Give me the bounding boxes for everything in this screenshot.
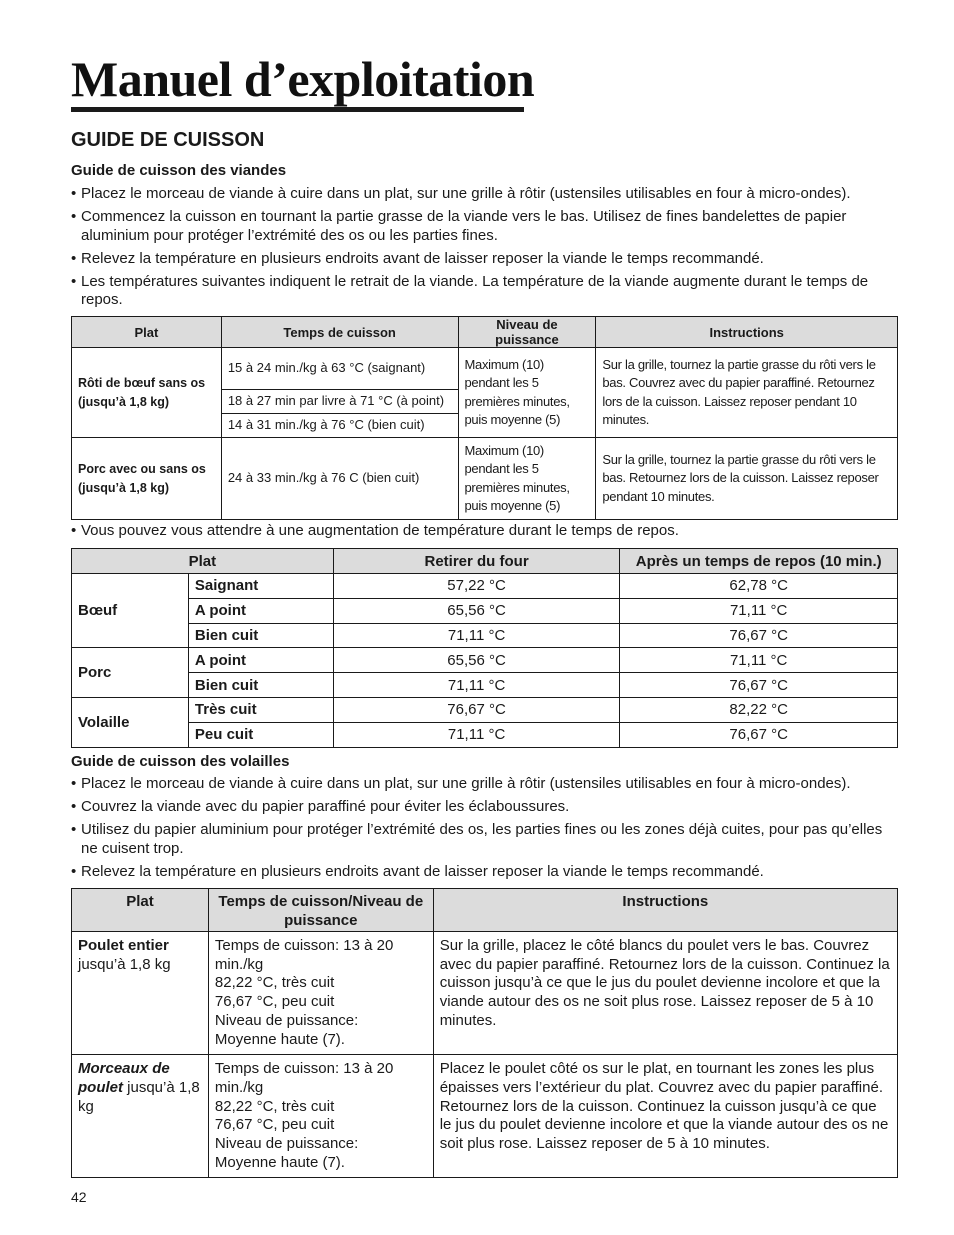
- table-row: [72, 348, 898, 390]
- table-cell: Porc avec ou sans os (jusqu’à 1,8 kg): [72, 438, 222, 520]
- table-row: [72, 438, 898, 520]
- resting-note: [71, 522, 898, 545]
- meat-cooking-table: [71, 316, 898, 520]
- meat-guide-bullets: [71, 185, 898, 314]
- column-header: Temps de cuisson: [221, 317, 458, 348]
- table-cell: Bœuf: [72, 574, 189, 648]
- table-cell: Sur la grille, placez le côté blancs du poulet vers le bas. Couvrez avec du papier paraffiné. Retournez lors de la cuisson. Continuez la cuisson jusqu’à ce que le jus du poulet devienne incolore et que la viande autour des os ne soit plus rose. Laissez reposer de 5 à 10 minutes.: [433, 932, 897, 1055]
- table-cell: Volaille: [72, 697, 189, 747]
- table-cell: Placez le poulet côté os sur le plat, en tournant les zones les plus épaisses vers l’extérieur du plat. Couvrez avec du papier paraffiné. Retournez lors de la cuisson. Continuez la cuisson jusqu’à ce que le jus du poulet devienne incolore et que la viande autour des os ne soit plus rose. Laissez reposer de 5 à 10 minutes.: [433, 1055, 897, 1178]
- table-cell: 76,67 °C: [620, 623, 898, 648]
- column-header: Plat: [72, 889, 209, 932]
- table-cell: 71,11 °C: [333, 673, 620, 698]
- poultry-guide-bullets: [71, 775, 898, 886]
- table-cell: 65,56 °C: [333, 598, 620, 623]
- meat-guide-heading: Guide de cuisson des viandes: [71, 162, 287, 179]
- column-header: Niveau de puissance: [458, 317, 596, 348]
- table-cell: A point: [188, 648, 333, 673]
- table-cell: [72, 1055, 209, 1178]
- table-row: [72, 722, 898, 747]
- table-header-row: [72, 317, 898, 348]
- table-cell: Rôti de bœuf sans os (jusqu’à 1,8 kg): [72, 348, 222, 438]
- table-cell: Sur la grille, tournez la partie grasse du rôti vers le bas. Couvrez avec du papier paraffiné. Retournez lors de la cuisson. Laissez reposer pendant 10 minutes.: [596, 348, 898, 438]
- table-header-row: [72, 549, 898, 574]
- table-row: [72, 697, 898, 722]
- list-item: • Commencez la cuisson en tournant la partie grasse de la viande vers le bas. Utilisez de fines bandelettes de papier aluminium pour protéger l’extrémité des os ou les parties fines.: [71, 208, 847, 244]
- title-underline: [71, 107, 524, 112]
- table-header-row: [72, 889, 898, 932]
- table-cell: 76,67 °C: [620, 722, 898, 747]
- list-item: • Relevez la température en plusieurs endroits avant de laisser reposer la viande le temps recommandé.: [71, 862, 764, 880]
- column-header: Instructions: [433, 889, 897, 932]
- table-cell: Maximum (10) pendant les 5 premières minutes, puis moyenne (5): [458, 348, 596, 438]
- table-cell: Maximum (10) pendant les 5 premières minutes, puis moyenne (5): [458, 438, 596, 520]
- page-number: 42: [71, 1189, 87, 1205]
- table-row: [72, 598, 898, 623]
- column-header: Temps de cuisson/Niveau de puissance: [208, 889, 433, 932]
- poultry-guide-heading: Guide de cuisson des volailles: [71, 753, 290, 770]
- table-cell: 57,22 °C: [333, 574, 620, 599]
- table-cell: Saignant: [188, 574, 333, 599]
- table-cell: Temps de cuisson: 13 à 20 min./kg 82,22 °C, très cuit 76,67 °C, peu cuit Niveau de puissance: Moyenne haute (7).: [208, 932, 433, 1055]
- table-cell: 82,22 °C: [620, 697, 898, 722]
- table-cell: 71,11 °C: [333, 722, 620, 747]
- column-header: Instructions: [596, 317, 898, 348]
- table-cell: A point: [188, 598, 333, 623]
- dish-weight: jusqu’à 1,8 kg: [78, 955, 171, 973]
- table-cell: Porc: [72, 648, 189, 698]
- table-row: [72, 673, 898, 698]
- table-row: [72, 1055, 898, 1178]
- list-item: • Placez le morceau de viande à cuire dans un plat, sur une grille à rôtir (ustensiles utilisables en four à micro-ondes).: [71, 185, 851, 202]
- table-cell: Temps de cuisson: 13 à 20 min./kg 82,22 °C, très cuit 76,67 °C, peu cuit Niveau de puissance: Moyenne haute (7).: [208, 1055, 433, 1178]
- table-row: [72, 574, 898, 599]
- table-cell: 24 à 33 min./kg à 76 C (bien cuit): [221, 438, 458, 520]
- list-item: • Utilisez du papier aluminium pour protéger l’extrémité des os, les parties fines ou les zones déjà cuites, pour pas qu’elles ne cuisent trop.: [71, 821, 883, 857]
- column-header: Plat: [72, 549, 334, 574]
- list-item: • Les températures suivantes indiquent le retrait de la viande. La température de la viande augmente durant le temps de repos.: [71, 272, 869, 308]
- table-cell: 62,78 °C: [620, 574, 898, 599]
- table-cell: Peu cuit: [188, 722, 333, 747]
- list-item: • Vous pouvez vous attendre à une augmentation de température durant le temps de repos.: [71, 522, 679, 539]
- table-cell: 71,11 °C: [333, 623, 620, 648]
- column-header: Plat: [72, 317, 222, 348]
- table-cell: 71,11 °C: [620, 648, 898, 673]
- column-header: Après un temps de repos (10 min.): [620, 549, 898, 574]
- table-row: [72, 932, 898, 1055]
- table-cell: Sur la grille, tournez la partie grasse du rôti vers le bas. Retournez lors de la cuisson. Laissez reposer pendant 10 minutes.: [596, 438, 898, 520]
- dish-name: Poulet entier: [78, 937, 169, 954]
- page-title: Manuel d’exploitation: [71, 51, 535, 107]
- dish-weight: jusqu’à 1,8 kg: [78, 1078, 200, 1115]
- table-cell: Très cuit: [188, 697, 333, 722]
- column-header: Retirer du four: [333, 549, 620, 574]
- table-cell: 71,11 °C: [620, 598, 898, 623]
- table-cell: 15 à 24 min./kg à 63 °C (saignant): [221, 348, 458, 390]
- table-cell: [72, 932, 209, 1055]
- list-item: • Relevez la température en plusieurs endroits avant de laisser reposer la viande le temps recommandé.: [71, 249, 764, 267]
- list-item: • Couvrez la viande avec du papier paraffiné pour éviter les éclaboussures.: [71, 798, 570, 815]
- table-cell: 76,67 °C: [620, 673, 898, 698]
- table-cell: Bien cuit: [188, 673, 333, 698]
- table-cell: 76,67 °C: [333, 697, 620, 722]
- poultry-cooking-table: [71, 888, 898, 1178]
- table-cell: Bien cuit: [188, 623, 333, 648]
- section-heading: GUIDE DE CUISSON: [71, 129, 265, 151]
- list-item: • Placez le morceau de viande à cuire dans un plat, sur une grille à rôtir (ustensiles utilisables en four à micro-ondes).: [71, 775, 851, 792]
- table-row: [72, 648, 898, 673]
- temperature-table: [71, 548, 898, 748]
- table-cell: 18 à 27 min par livre à 71 °C (à point): [221, 390, 458, 414]
- table-cell: 14 à 31 min./kg à 76 °C (bien cuit): [221, 414, 458, 438]
- table-cell: 65,56 °C: [333, 648, 620, 673]
- table-row: [72, 623, 898, 648]
- dish-name: Morceaux de poulet: [78, 1060, 170, 1096]
